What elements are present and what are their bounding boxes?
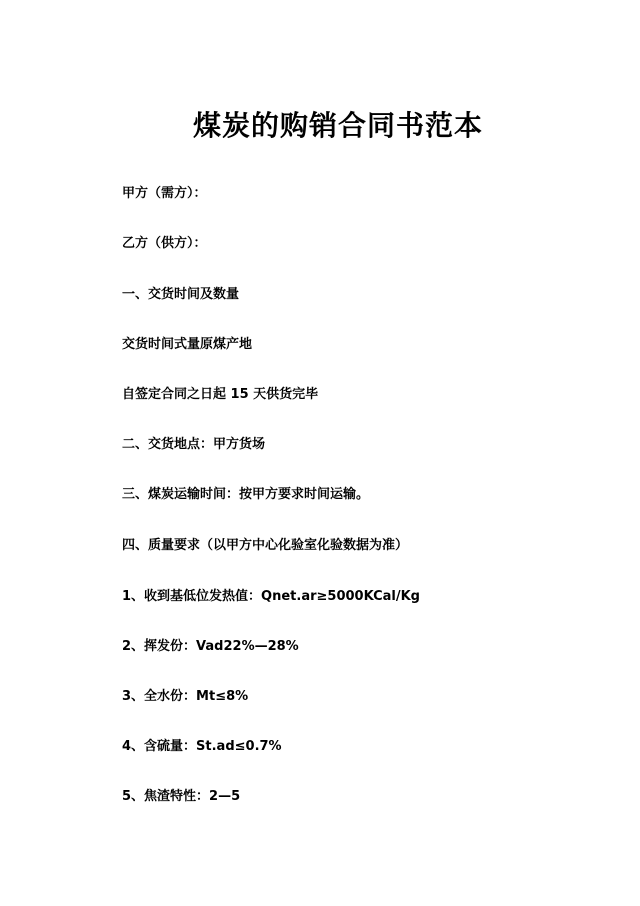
document-title: 煤炭的购销合同书范本: [192, 109, 483, 142]
quality-item-3: 3、全水份：Mt≤8%: [122, 689, 249, 704]
quality-item-1: 1、收到基低位发热值：Qnet.ar≥5000KCal/Kg: [122, 589, 420, 604]
party-b-line: 乙方（供方）：: [122, 236, 207, 251]
delivery-time-line: 自签定合同之日起 15 天供货完毕: [122, 387, 319, 402]
quality-item-5: 5、焦渣特性：2—5: [122, 789, 241, 804]
delivery-quantity-line: 交货时间式量原煤产地: [122, 337, 253, 352]
quality-item-2: 2、挥发份：Vad22%—28%: [122, 639, 299, 654]
section-3-heading: 三、煤炭运输时间：按甲方要求时间运输。: [122, 487, 370, 502]
section-2-heading: 二、交货地点：甲方货场: [122, 437, 266, 452]
party-a-line: 甲方（需方）：: [122, 186, 207, 201]
quality-item-4: 4、含硫量：St.ad≤0.7%: [122, 739, 282, 754]
section-4-heading: 四、质量要求（以甲方中心化验室化验数据为准）: [122, 538, 409, 553]
section-1-heading: 一、交货时间及数量: [122, 287, 240, 302]
